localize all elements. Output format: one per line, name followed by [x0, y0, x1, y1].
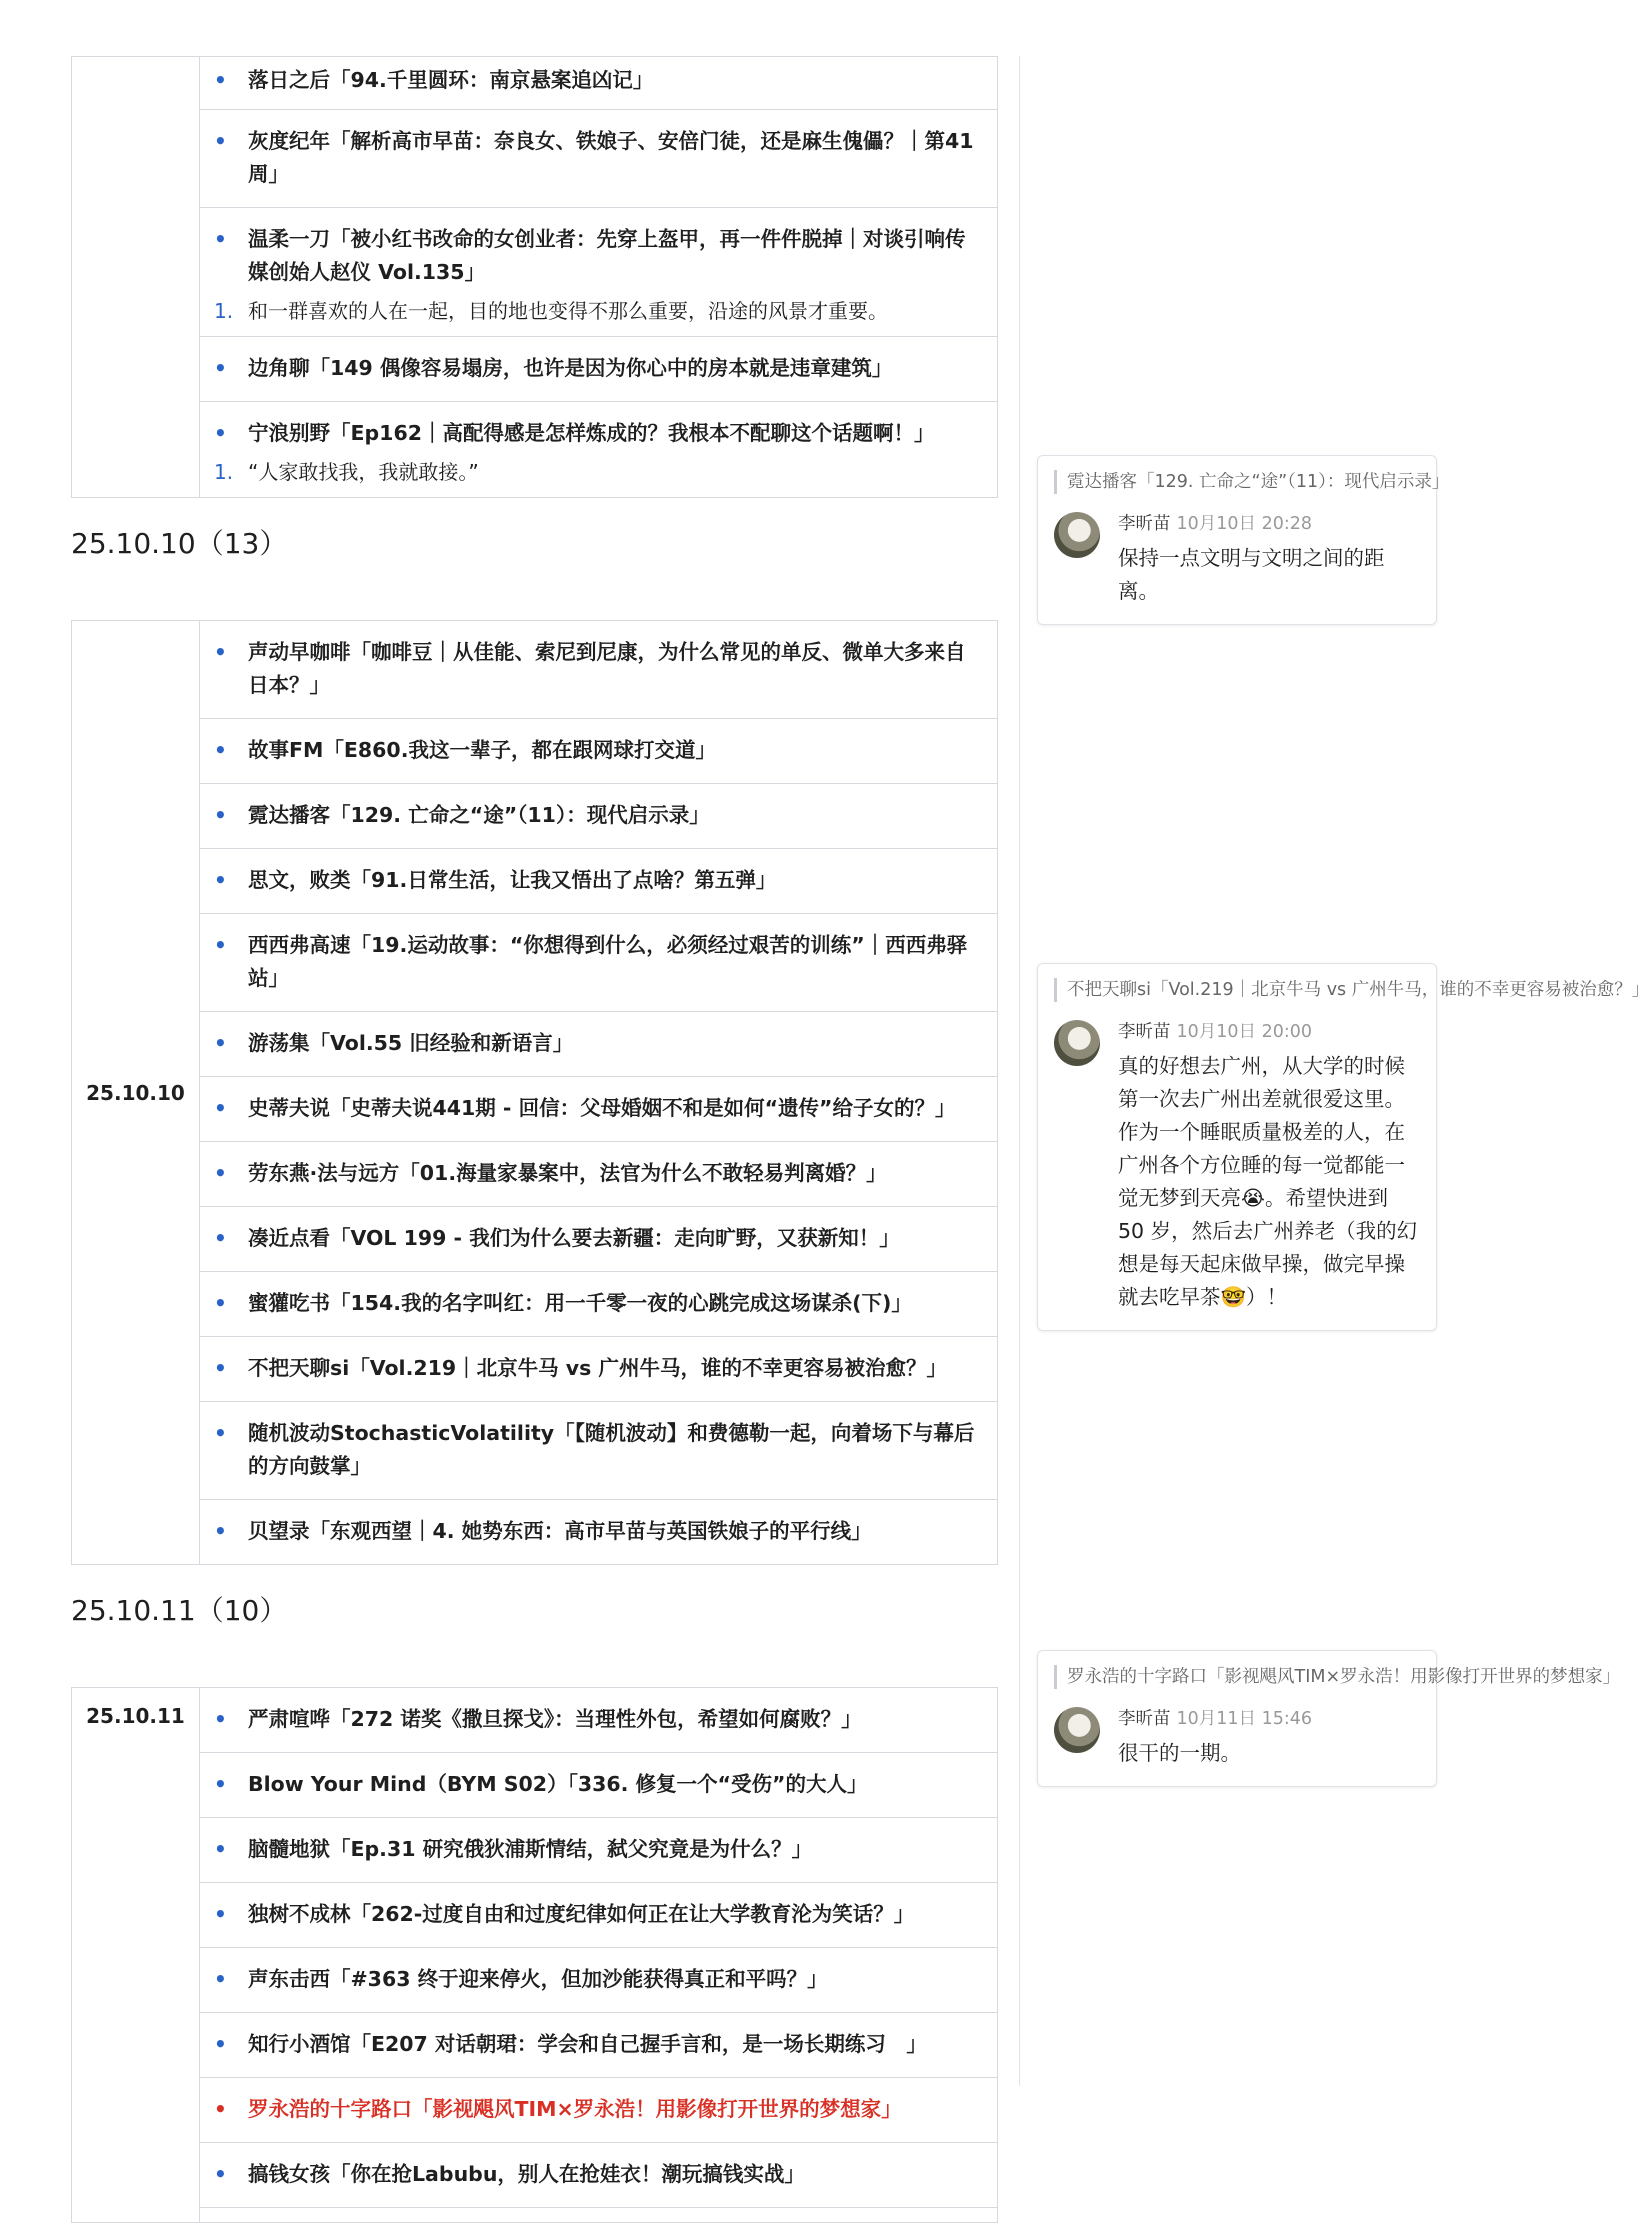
episode-item[interactable]	[200, 1272, 997, 1337]
episode-title: 蜜獾吃书「154.我的名字叫红：用一千零一夜的心跳完成这场谋杀(下)」	[248, 1291, 912, 1315]
note-text: “人家敢找我，我就敢接。”	[248, 460, 479, 484]
episode-title: 落日之后「94.千里圆环：南京悬案追凶记」	[248, 68, 654, 92]
comment-time: 10月10日 20:00	[1176, 1022, 1313, 1042]
bullet-icon: •	[214, 1161, 227, 1185]
episode-item[interactable]	[200, 402, 997, 497]
episode-item[interactable]	[200, 1337, 997, 1402]
episode-title: 贝望录「东观西望｜4. 她势东西：高市早苗与英国铁娘子的平行线」	[248, 1519, 872, 1543]
comment-panel-divider	[1019, 56, 1020, 2086]
avatar	[1054, 1707, 1100, 1753]
episode-item[interactable]	[200, 1948, 997, 2013]
episode-item[interactable]	[200, 719, 997, 784]
bullet-icon: •	[214, 1226, 227, 1250]
note-number: 1.	[214, 460, 234, 484]
episode-item[interactable]	[200, 914, 997, 1012]
episode-title: 灰度纪年「解析高市早苗：奈良女、铁娘子、安倍门徒，还是麻生傀儡？｜第41周」	[248, 129, 974, 186]
episode-list	[200, 1688, 998, 2223]
comment-text: 保持一点文明与文明之间的距离。	[1118, 546, 1385, 603]
week-table-1010	[71, 620, 998, 1565]
episode-item[interactable]	[200, 784, 997, 849]
bullet-icon: •	[214, 2162, 227, 2186]
episode-item[interactable]	[200, 2143, 997, 2208]
week-table-continued	[71, 56, 998, 498]
episode-item[interactable]	[200, 1402, 997, 1500]
comment-text: 很干的一期。	[1118, 1741, 1241, 1765]
episode-title: 思文，败类「91.日常生活，让我又悟出了点啥？第五弹」	[248, 868, 777, 892]
episode-title: 宁浪别野「Ep162｜高配得感是怎样炼成的？我根本不配聊这个话题啊！」	[248, 421, 935, 445]
episode-title: 温柔一刀「被小红书改命的女创业者：先穿上盔甲，再一件件脱掉｜对谈引响传媒创始人赵仪 Vol.135」	[248, 227, 966, 284]
episode-title: 边角聊「149 偶像容易塌房，也许是因为你心中的房本就是违章建筑」	[248, 356, 893, 380]
episode-item[interactable]	[200, 1500, 997, 1564]
episode-item[interactable]	[200, 621, 997, 719]
bullet-icon: •	[214, 1291, 227, 1315]
episode-title: 知行小酒馆「E207 对话朝珺：学会和自己握手言和，是一场长期练习 」	[248, 2032, 927, 2056]
episode-title: 不把天聊si「Vol.219｜北京牛马 vs 广州牛马，谁的不幸更容易被治愈？」	[248, 1356, 948, 1380]
comment-quote-ref[interactable]: 罗永浩的十字路口「影视飓风TIM×罗永浩！用影像打开世界的梦想家」	[1054, 1665, 1420, 1689]
episode-item[interactable]	[200, 2013, 997, 2078]
comment-text: 真的好想去广州，从大学的时候第一次去广州出差就很爱这里。作为一个睡眠质量极差的人，在广州各个方位睡的每一觉都能一觉无梦到天亮😭。希望快进到 50 岁，然后去广州养老（我的幻想是每天起床做早操，做完早操就去吃早茶🤓）！	[1118, 1054, 1418, 1309]
date-cell: 25.10.11	[72, 1688, 200, 2223]
bullet-icon: •	[214, 1031, 227, 1055]
section-heading-1011: 25.10.11（10）	[71, 1594, 288, 1627]
episode-list	[200, 57, 998, 498]
episode-item-cut	[200, 2208, 997, 2222]
episode-item[interactable]	[200, 849, 997, 914]
comment-quote-ref[interactable]: 不把天聊si「Vol.219｜北京牛马 vs 广州牛马，谁的不幸更容易被治愈？」	[1054, 978, 1420, 1002]
bullet-icon: •	[214, 356, 227, 380]
bullet-icon: •	[214, 227, 227, 251]
bullet-icon: •	[214, 803, 227, 827]
comment-card[interactable]	[1037, 455, 1450, 625]
comment-meta	[1118, 1020, 1420, 1044]
episode-item[interactable]	[200, 57, 997, 110]
bullet-icon: •	[214, 421, 227, 445]
episode-title: 独树不成林「262-过度自由和过度纪律如何正在让大学教育沦为笑话？」	[248, 1902, 915, 1926]
week-table-1011	[71, 1687, 998, 2223]
episode-item[interactable]	[200, 1012, 997, 1077]
comment-body	[1054, 1707, 1420, 1770]
comment-meta	[1118, 1707, 1420, 1731]
episode-item[interactable]	[200, 1818, 997, 1883]
avatar	[1054, 1020, 1100, 1066]
episode-title: 脑髓地狱「Ep.31 研究俄狄浦斯情结，弑父究竟是为什么？」	[248, 1837, 813, 1861]
episode-list	[200, 621, 998, 1565]
episode-title: 霓达播客「129. 亡命之“途”（11）：现代启示录」	[248, 803, 710, 827]
episode-title: 搞钱女孩「你在抢Labubu，别人在抢娃衣！潮玩搞钱实战」	[248, 2162, 805, 2186]
bullet-icon: •	[214, 1707, 227, 1731]
episode-item[interactable]	[200, 337, 997, 402]
bullet-icon: •	[214, 129, 227, 153]
episode-title: Blow Your Mind（BYM S02）「336. 修复一个“受伤”的大人」	[248, 1772, 868, 1796]
episode-item[interactable]	[200, 1142, 997, 1207]
bullet-icon: •	[214, 1772, 227, 1796]
bullet-icon: •	[214, 2032, 227, 2056]
section-heading-1010: 25.10.10（13）	[71, 527, 288, 560]
episode-item[interactable]	[200, 208, 997, 337]
comment-author: 李昕苗	[1118, 1709, 1171, 1729]
bullet-icon: •	[214, 1902, 227, 1926]
note-text: 和一群喜欢的人在一起，目的地也变得不那么重要，沿途的风景才重要。	[248, 299, 888, 323]
comment-meta	[1118, 512, 1420, 536]
episode-title: 凑近点看「VOL 199 - 我们为什么要去新疆：走向旷野，又获新知！」	[248, 1226, 900, 1250]
comment-card[interactable]	[1037, 963, 1649, 1331]
comment-card[interactable]	[1037, 1650, 1621, 1787]
episode-title: 罗永浩的十字路口「影视飓风TIM×罗永浩！用影像打开世界的梦想家」	[248, 2097, 902, 2121]
episode-title: 游荡集「Vol.55 旧经验和新语言」	[248, 1031, 574, 1055]
date-cell: 25.10.10	[72, 621, 200, 1565]
episode-item[interactable]	[200, 110, 997, 208]
episode-title: 声东击西「#363 终于迎来停火，但加沙能获得真正和平吗？」	[248, 1967, 828, 1991]
episode-item[interactable]	[200, 1753, 997, 1818]
comment-author: 李昕苗	[1118, 514, 1171, 534]
note-number: 1.	[214, 299, 234, 323]
bullet-icon: •	[214, 1519, 227, 1543]
comment-body	[1054, 1020, 1420, 1314]
episode-title: 劳东燕·法与远方「01.海量家暴案中，法官为什么不敢轻易判离婚？」	[248, 1161, 887, 1185]
bullet-icon: •	[214, 1421, 227, 1445]
episode-title: 西西弗高速「19.运动故事：“你想得到什么，必须经过艰苦的训练”｜西西弗驿站」	[248, 933, 968, 990]
comment-author: 李昕苗	[1118, 1022, 1171, 1042]
avatar	[1054, 512, 1100, 558]
episode-item[interactable]	[200, 1883, 997, 1948]
episode-item[interactable]	[200, 1077, 997, 1142]
episode-item[interactable]	[200, 1688, 997, 1753]
episode-title: 严肃喧哗「272 诺奖《撒旦探戈》：当理性外包，希望如何腐败？」	[248, 1707, 862, 1731]
episode-note	[214, 293, 979, 328]
bullet-icon: •	[214, 1096, 227, 1120]
bullet-icon: •	[214, 1837, 227, 1861]
comment-quote-ref[interactable]: 霓达播客「129. 亡命之“途”（11）：现代启示录」	[1054, 470, 1420, 494]
episode-title: 史蒂夫说「史蒂夫说441期 - 回信：父母婚姻不和是如何“遗传”给子女的？」	[248, 1096, 956, 1120]
comment-time: 10月10日 20:28	[1176, 514, 1313, 534]
episode-title: 随机波动StochasticVolatility「【随机波动】和费德勒一起，向着场下与幕后的方向鼓掌」	[248, 1421, 975, 1478]
episode-title: 故事FM「E860.我这一辈子，都在跟网球打交道」	[248, 738, 716, 762]
bullet-icon: •	[214, 68, 227, 92]
episode-title: 声动早咖啡「咖啡豆｜从佳能、索尼到尼康，为什么常见的单反、微单大多来自日本？」	[248, 640, 966, 697]
bullet-icon: •	[214, 640, 227, 664]
date-cell-empty	[72, 57, 200, 498]
episode-item-highlighted[interactable]	[200, 2078, 997, 2143]
bullet-icon: •	[214, 1356, 227, 1380]
bullet-icon: •	[214, 2097, 227, 2121]
episode-item[interactable]	[200, 1207, 997, 1272]
episode-note	[214, 454, 979, 489]
bullet-icon: •	[214, 868, 227, 892]
bullet-icon: •	[214, 738, 227, 762]
bullet-icon: •	[214, 1967, 227, 1991]
comment-body	[1054, 512, 1420, 608]
document-body	[71, 0, 998, 2223]
bullet-icon: •	[214, 933, 227, 957]
comment-time: 10月11日 15:46	[1176, 1709, 1313, 1729]
